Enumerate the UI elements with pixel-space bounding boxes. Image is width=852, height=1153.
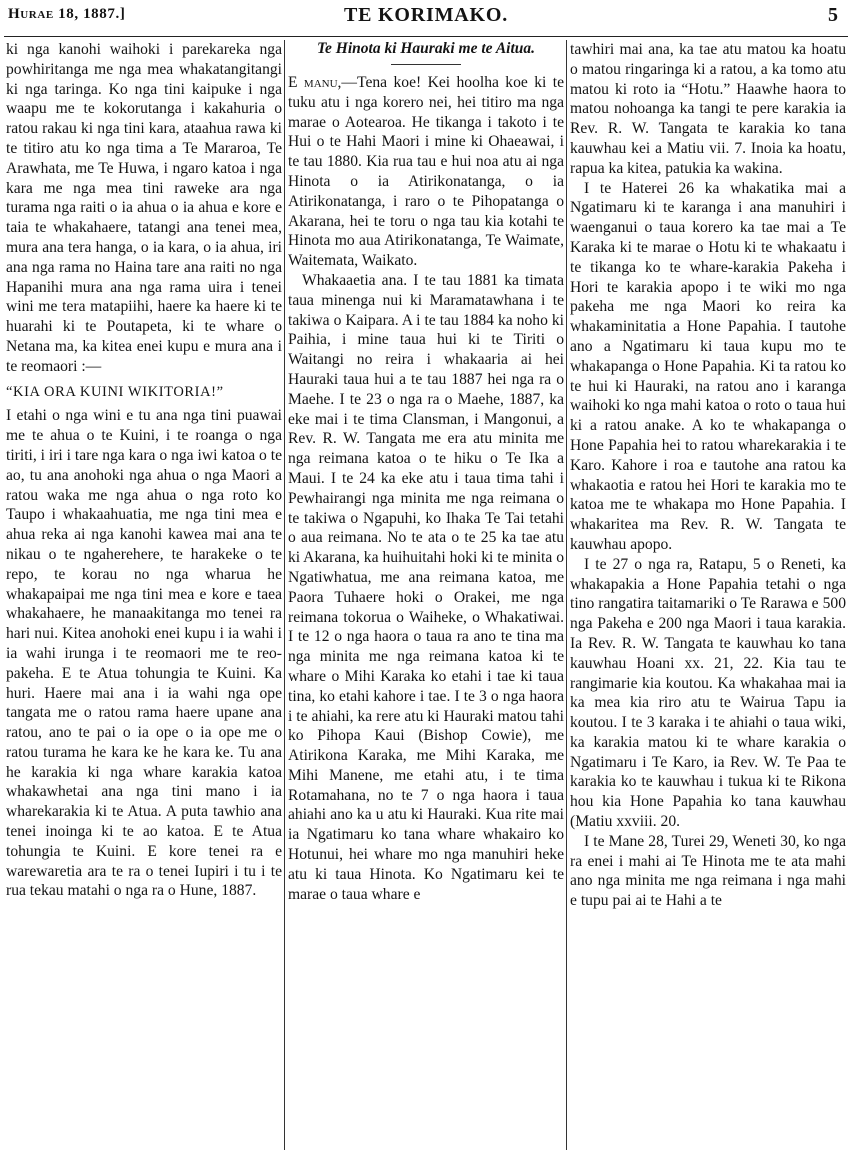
page-header: [0, 0, 852, 34]
column-2: [288, 40, 564, 1148]
paragraph: I te 27 o nga ra, Ratapu, 5 o Reneti, ka whakapakia a Hone Papahia tetahi o nga tino rangatira taitamariki o Te Rarawa e 500 nga Pakeha e 200 nga Maori i taua karakia. Ia Rev. R. W. Tangata te kauwhau ko tana kauwhau Hoani xx. 21, 22. Kia tau te rangimarie kia koutou. Ka whakahaa mai ia ka mea kia riro atu te Wairua Tapu ia koutou. I te 3 karaka i te ahiahi o taua wiki, ka karakia matou ki te whare karakia o Ngatimaru i Te Karo, ia Rev. W. Te Paa te karakia ko te kauwhau i tukua ki te Rikona hou kia Hone Papahia ko tana kauwhau (Matiu xxviii. 20.: [570, 555, 846, 831]
title-rule: [391, 64, 461, 65]
issue-date: Hurae 18, 1887.]: [8, 6, 126, 22]
column-3: [570, 40, 846, 1148]
paragraph: [288, 73, 564, 271]
page-number: 5: [828, 4, 838, 26]
column-1: [6, 40, 282, 1148]
paragraph-text: ,—Tena koe! Kei hoolha koe ki te tuku atu i nga korero nei, hei titiro ma nga marae o Aotearoa. He tikanga i takoto i te Hui o te Hahi Maori i mine ki Ohaeawai, i te tau 1880. Kia rua tau e hui noa atu ai nga Hinota o ia Atirikonatanga, o ia Atirikonatanga, i raro o te Pihopatanga o Akarana, hei te toru o nga tau kia kotahi te Hinota mo aua Atirikonatanga, Te Waimate, Waitemata, Waikato.: [288, 74, 564, 270]
header-rule: [4, 36, 848, 37]
paragraph: tawhiri mai ana, ka tae atu matou ka hoatu o matou ringaringa ki a ratou, a ka tomo atu matou ki roto ia “Hotu.” Haawhe haora to matou nohoanga ka tangi te pere karakia ia Rev. R. W. Tangata te karakia ko tana kauwhau kei a Matiu vii. 7. Inoia ka hoatu, rapua ka kitea, patukia ka wakina.: [570, 41, 846, 177]
section-heading: “KIA ORA KUINI WIKITORIA!”: [6, 383, 224, 400]
newspaper-title: TE KORIMAKO.: [343, 4, 509, 26]
paragraph: I etahi o nga wini e tu ana nga tini puawai me te ahua o te Kuini, i te roanga o nga tiriti, i iri i tare nga kara o nga iwi katoa o te ao, tu ana anohoki nga ahua o nga Maori a ratou waka me nga ahua o nga roto ko Taupo i whakaahuatia, me nga tini mea e ahua reka ai nga kanohi kawea mai ana te nikau o te ngaherehere, te harakeke o te repo, te korau no nga wharua he whakapaipai me nga tini mea e kore e taea whakahaere, he manaakitanga mo tenei ra hari nui. Kitea anohoki enei kupu i ia wahi i ia wahi irunga i te reomaori me te reo-pakeha. E te Atua tohungia te Kuini. Ka huri. Haere mai ana i ia wahi nga ope tangata me o ratou rama haere upane ana ratou, ano te pai o ia ope o ia ope me o ratou turama he kara ke he kara ke. Tu ana he karakia ki nga whare karakia katoa whakawhetai ana nga tini mano i ia wharekarakia ki te Atua. A puta tawhio ana tenei inoinga ki te ao katoa. E te Atua tohungia te Kuini. E kore tenei ra e warewaretia ara te ra o tenei Iupiri i tu i te rua tekau matahi o nga ra o Hune, 1887.: [6, 407, 282, 900]
paragraph: I te Mane 28, Turei 29, Weneti 30, ko nga ra enei i mahi ai Te Hinota me te ata mahi ano nga minita me nga reimana i nga mahi e tupu pai ai te Hahi a te: [570, 832, 846, 910]
article-title: Te Hinota ki Hauraki me te Aitua.: [316, 40, 536, 57]
column-divider: [284, 40, 285, 1150]
paragraph: I te Haterei 26 ka whakatika mai a Ngatimaru ki te karanga i ana manuhiri i waenganui o taua korero ka tae mai a Te Karaka ki te marae o Hotu ki te whakaatu i te tikanga ko te whare-karakia Pakeha i Hori te karakia apopo i te wiki mo nga pakeha me nga Maori ko reira ka whakaminitatia a Hone Papahia. I tautohe ano a Ngatimaru ki taua kupu mo te whakapanga o Hone Papahia. Ki ta ratou ko te hui ki Hauraki, na ratou ano i karanga waihoki ko nga mahi katoa o roto o taua hui ki a ratou anake. A ko te whakapanga o Hone Papahia hei to ratou wharekarakia i te Karo. Kahore i roa e tautohe ana ratou ka whakaotia e ratou hei Hori te karakia mo te katoa me te whakapa mo Hone Papahia. I whakaritea ma Rev. R. W. Tangata te kauwhau apopo.: [570, 179, 846, 553]
paragraph: Whakaaetia ana. I te tau 1881 ka timata taua minenga nui ki Maramatawhana i te takiwa o Kaipara. A i te tau 1884 ka noho ki Paihia, i mine taua hui ki te Tiriti o Waitangi no reira i whakaaria ai hei Hauraki taua hui a te tau 1887 hei nga ra o Maehe. I te 23 o nga ra o Maehe, 1887, ka eke mai i te tima Clansman, i Mangonui, a Rev. R. W. Tangata me era atu minita me nga reimana katoa o te hiku o Te Ika a Maui. I te 24 ka eke atu i taua tima tahi i Pewhairangi nga minita me nga reimana o te takiwa o Ngapuhi, ko Ihaka Te Tai tetahi o aua reimana. No te ata o te 25 ka tae atu ki Akarana, ka huihuitahi hoki ki te minita o Ngatiwhatua, me ana reimana katoa, me Paora Tuhaere hoki o Orakei, me nga reimana tokorua o Waiheke, o Whakatiwai. I te 12 o nga haora o taua ra ano te tina ma nga minita me nga reimana katoa ki te whare o Mihi Karaka ko etahi i tae ki taua tina, ko etahi kahore i tae. I te 3 o nga haora i te ahiahi, ka rere atu ki Hauraki matou tahi ko Pihopa Kaui (Bishop Cowie), me Atirikona Karaka, me Mihi Karaka, me Mihi Manene, me etahi atu, i te tima Rotamahana, no te 7 o nga haora i taua ahiahi ano ka u atu ki Hauraki. Kua rite mai ia Ngatimaru ko tana whare whakairo ko Hotunui, hei whare mo nga manuhiri heke atu ki taua Hinota. Ko Ngatimaru kei te marae o taua whare e: [288, 271, 564, 903]
salutation: E manu: [288, 74, 338, 91]
paragraph: ki nga kanohi waihoki i parekareka nga powhiritanga me nga mea whakatangitangi ki nga taringa. Ko nga tini kaipuke i nga waapu me te kokorutanga i kakahuria o ratou rakau ki nga tini kara, ataahua rawa ki te titiro atu ko nga tima a Te Mararoa, Te Arawhata, me Te Huwa, i ngaro katoa i nga kara me nga mea tini raweke ara nga turama nga raiti o ia ahua o ia ahua e kore e taia te whakahaere, tatangi ana tenei mea, mura ana tera hanga, o ia kara, o ia ahua, iri ana nga rama no Haina tare ana raiti no nga Hapanihi mura ana nga rama uira i tenei wini me tera matapiihi, haere ka haere ki te huarahi ki te Poutapeta, ki te whare o Netana ma, ka kitea enei kupu e mura ana i te reomaori :—: [6, 41, 282, 375]
column-divider: [566, 40, 567, 1150]
